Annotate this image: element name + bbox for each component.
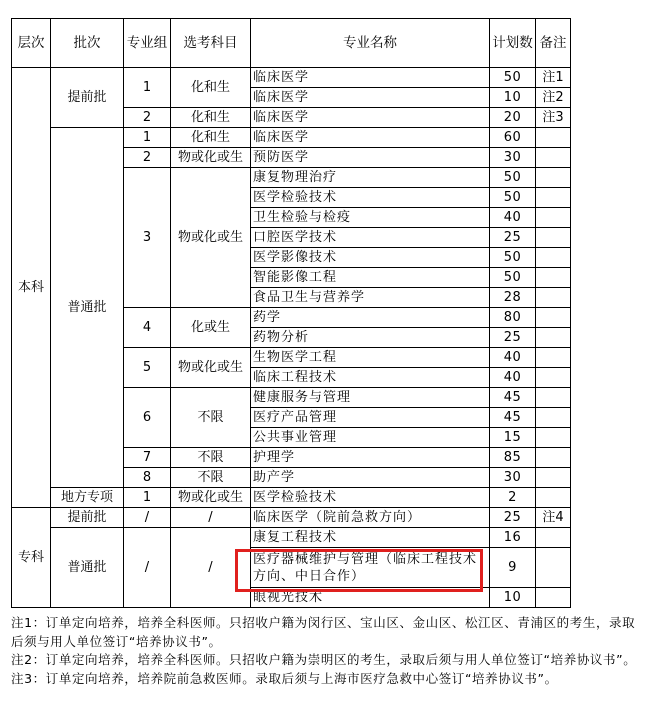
table-row <box>12 508 571 528</box>
plan-count: 80 <box>490 308 536 328</box>
header-batch: 批次 <box>51 19 124 68</box>
remark: 注4 <box>536 508 571 528</box>
major-name: 药物分析 <box>251 328 490 348</box>
major-name: 卫生检验与检疫 <box>251 208 490 228</box>
batch-regular: 普通批 <box>51 128 124 488</box>
remark <box>536 268 571 288</box>
major-name: 临床医学 <box>251 128 490 148</box>
group-number: 1 <box>124 488 171 508</box>
major-name: 食品卫生与营养学 <box>251 288 490 308</box>
batch-regular: 普通批 <box>51 528 124 608</box>
major-name: 医疗产品管理 <box>251 408 490 428</box>
group-number: 3 <box>124 168 171 308</box>
subject-requirement: 物或化或生 <box>171 148 251 168</box>
major-name: 临床医学（院前急救方向） <box>251 508 490 528</box>
major-name: 口腔医学技术 <box>251 228 490 248</box>
header-level: 层次 <box>12 19 51 68</box>
plan-count: 15 <box>490 428 536 448</box>
remark <box>536 148 571 168</box>
level-undergraduate: 本科 <box>12 68 51 508</box>
group-number: 7 <box>124 448 171 468</box>
subject-requirement: 物或化或生 <box>171 488 251 508</box>
major-name: 生物医学工程 <box>251 348 490 368</box>
batch-early: 提前批 <box>51 508 124 528</box>
header-group: 专业组 <box>124 19 171 68</box>
remark <box>536 348 571 368</box>
major-name: 康复工程技术 <box>251 528 490 548</box>
major-name: 康复物理治疗 <box>251 168 490 188</box>
remark <box>536 128 571 148</box>
plan-count: 85 <box>490 448 536 468</box>
table-row <box>12 488 571 508</box>
group-number: / <box>124 528 171 608</box>
footnote-1: 注1：订单定向培养，培养全科医师。只招收户籍为闵行区、宝山区、金山区、松江区、青浦区的考生，录取后须与用人单位签订“培养协议书”。 <box>11 615 636 649</box>
plan-count: 45 <box>490 408 536 428</box>
major-name: 医学检验技术 <box>251 488 490 508</box>
major-name: 助产学 <box>251 468 490 488</box>
batch-early: 提前批 <box>51 68 124 128</box>
group-number: / <box>124 508 171 528</box>
plan-count: 2 <box>490 488 536 508</box>
subject-requirement: 不限 <box>171 468 251 488</box>
subject-requirement: 物或化或生 <box>171 348 251 388</box>
remark: 注2 <box>536 88 571 108</box>
remark <box>536 428 571 448</box>
plan-count: 40 <box>490 208 536 228</box>
plan-count: 28 <box>490 288 536 308</box>
table-row <box>12 68 571 88</box>
batch-local: 地方专项 <box>51 488 124 508</box>
plan-count: 60 <box>490 128 536 148</box>
subject-requirement: 化和生 <box>171 128 251 148</box>
remark <box>536 548 571 588</box>
remark <box>536 468 571 488</box>
plan-count: 50 <box>490 188 536 208</box>
plan-count: 30 <box>490 468 536 488</box>
remark <box>536 168 571 188</box>
major-name: 眼视光技术 <box>251 588 490 608</box>
plan-count: 40 <box>490 348 536 368</box>
group-number: 1 <box>124 68 171 108</box>
group-number: 1 <box>124 128 171 148</box>
remark <box>536 288 571 308</box>
group-number: 2 <box>124 148 171 168</box>
major-name: 公共事业管理 <box>251 428 490 448</box>
subject-requirement: 化和生 <box>171 68 251 108</box>
plan-count: 25 <box>490 328 536 348</box>
plan-count: 25 <box>490 228 536 248</box>
remark <box>536 488 571 508</box>
footnotes <box>11 614 641 688</box>
major-name: 临床医学 <box>251 108 490 128</box>
plan-count: 45 <box>490 388 536 408</box>
remark <box>536 248 571 268</box>
header-plan: 计划数 <box>490 19 536 68</box>
major-name: 预防医学 <box>251 148 490 168</box>
footnote-3: 注3：订单定向培养，培养院前急救医师。录取后须与上海市医疗急救中心签订“培养协议书”。 <box>11 670 558 686</box>
remark <box>536 308 571 328</box>
group-number: 2 <box>124 108 171 128</box>
group-number: 8 <box>124 468 171 488</box>
plan-count: 10 <box>490 88 536 108</box>
major-name: 护理学 <box>251 448 490 468</box>
plan-count: 25 <box>490 508 536 528</box>
remark <box>536 208 571 228</box>
remark <box>536 388 571 408</box>
header-subject: 选考科目 <box>171 19 251 68</box>
major-name: 临床工程技术 <box>251 368 490 388</box>
group-number: 6 <box>124 388 171 448</box>
plan-count: 16 <box>490 528 536 548</box>
major-name: 智能影像工程 <box>251 268 490 288</box>
major-name: 临床医学 <box>251 68 490 88</box>
subject-requirement: / <box>171 508 251 528</box>
major-name: 健康服务与管理 <box>251 388 490 408</box>
enrollment-plan-table <box>11 18 571 608</box>
plan-count: 10 <box>490 588 536 608</box>
table-row <box>12 528 571 548</box>
subject-requirement: 不限 <box>171 448 251 468</box>
group-number: 5 <box>124 348 171 388</box>
remark: 注1 <box>536 68 571 88</box>
plan-count: 9 <box>490 548 536 588</box>
remark <box>536 408 571 428</box>
remark <box>536 528 571 548</box>
major-name: 医学检验技术 <box>251 188 490 208</box>
plan-count: 50 <box>490 68 536 88</box>
footnote-2: 注2：订单定向培养，培养全科医师。只招收户籍为崇明区的考生，录取后须与用人单位签订“培养协议书”。 <box>11 652 637 667</box>
subject-requirement: 物或化或生 <box>171 168 251 308</box>
subject-requirement: 化和生 <box>171 108 251 128</box>
major-name: 医疗器械维护与管理（临床工程技术方向、中日合作） <box>251 548 490 588</box>
remark <box>536 368 571 388</box>
group-number: 4 <box>124 308 171 348</box>
plan-count: 30 <box>490 148 536 168</box>
remark <box>536 328 571 348</box>
header-remark: 备注 <box>536 19 571 68</box>
remark: 注3 <box>536 108 571 128</box>
subject-requirement: 不限 <box>171 388 251 448</box>
header-major: 专业名称 <box>251 19 490 68</box>
plan-count: 20 <box>490 108 536 128</box>
remark <box>536 188 571 208</box>
subject-requirement: / <box>171 528 251 608</box>
subject-requirement: 化或生 <box>171 308 251 348</box>
remark <box>536 588 571 608</box>
table-row <box>12 128 571 148</box>
plan-count: 50 <box>490 268 536 288</box>
plan-count: 40 <box>490 368 536 388</box>
plan-count: 50 <box>490 248 536 268</box>
major-name: 医学影像技术 <box>251 248 490 268</box>
plan-count: 50 <box>490 168 536 188</box>
major-name: 药学 <box>251 308 490 328</box>
level-junior-college: 专科 <box>12 508 51 608</box>
remark <box>536 448 571 468</box>
remark <box>536 228 571 248</box>
major-name: 临床医学 <box>251 88 490 108</box>
table-header-row <box>12 19 571 68</box>
